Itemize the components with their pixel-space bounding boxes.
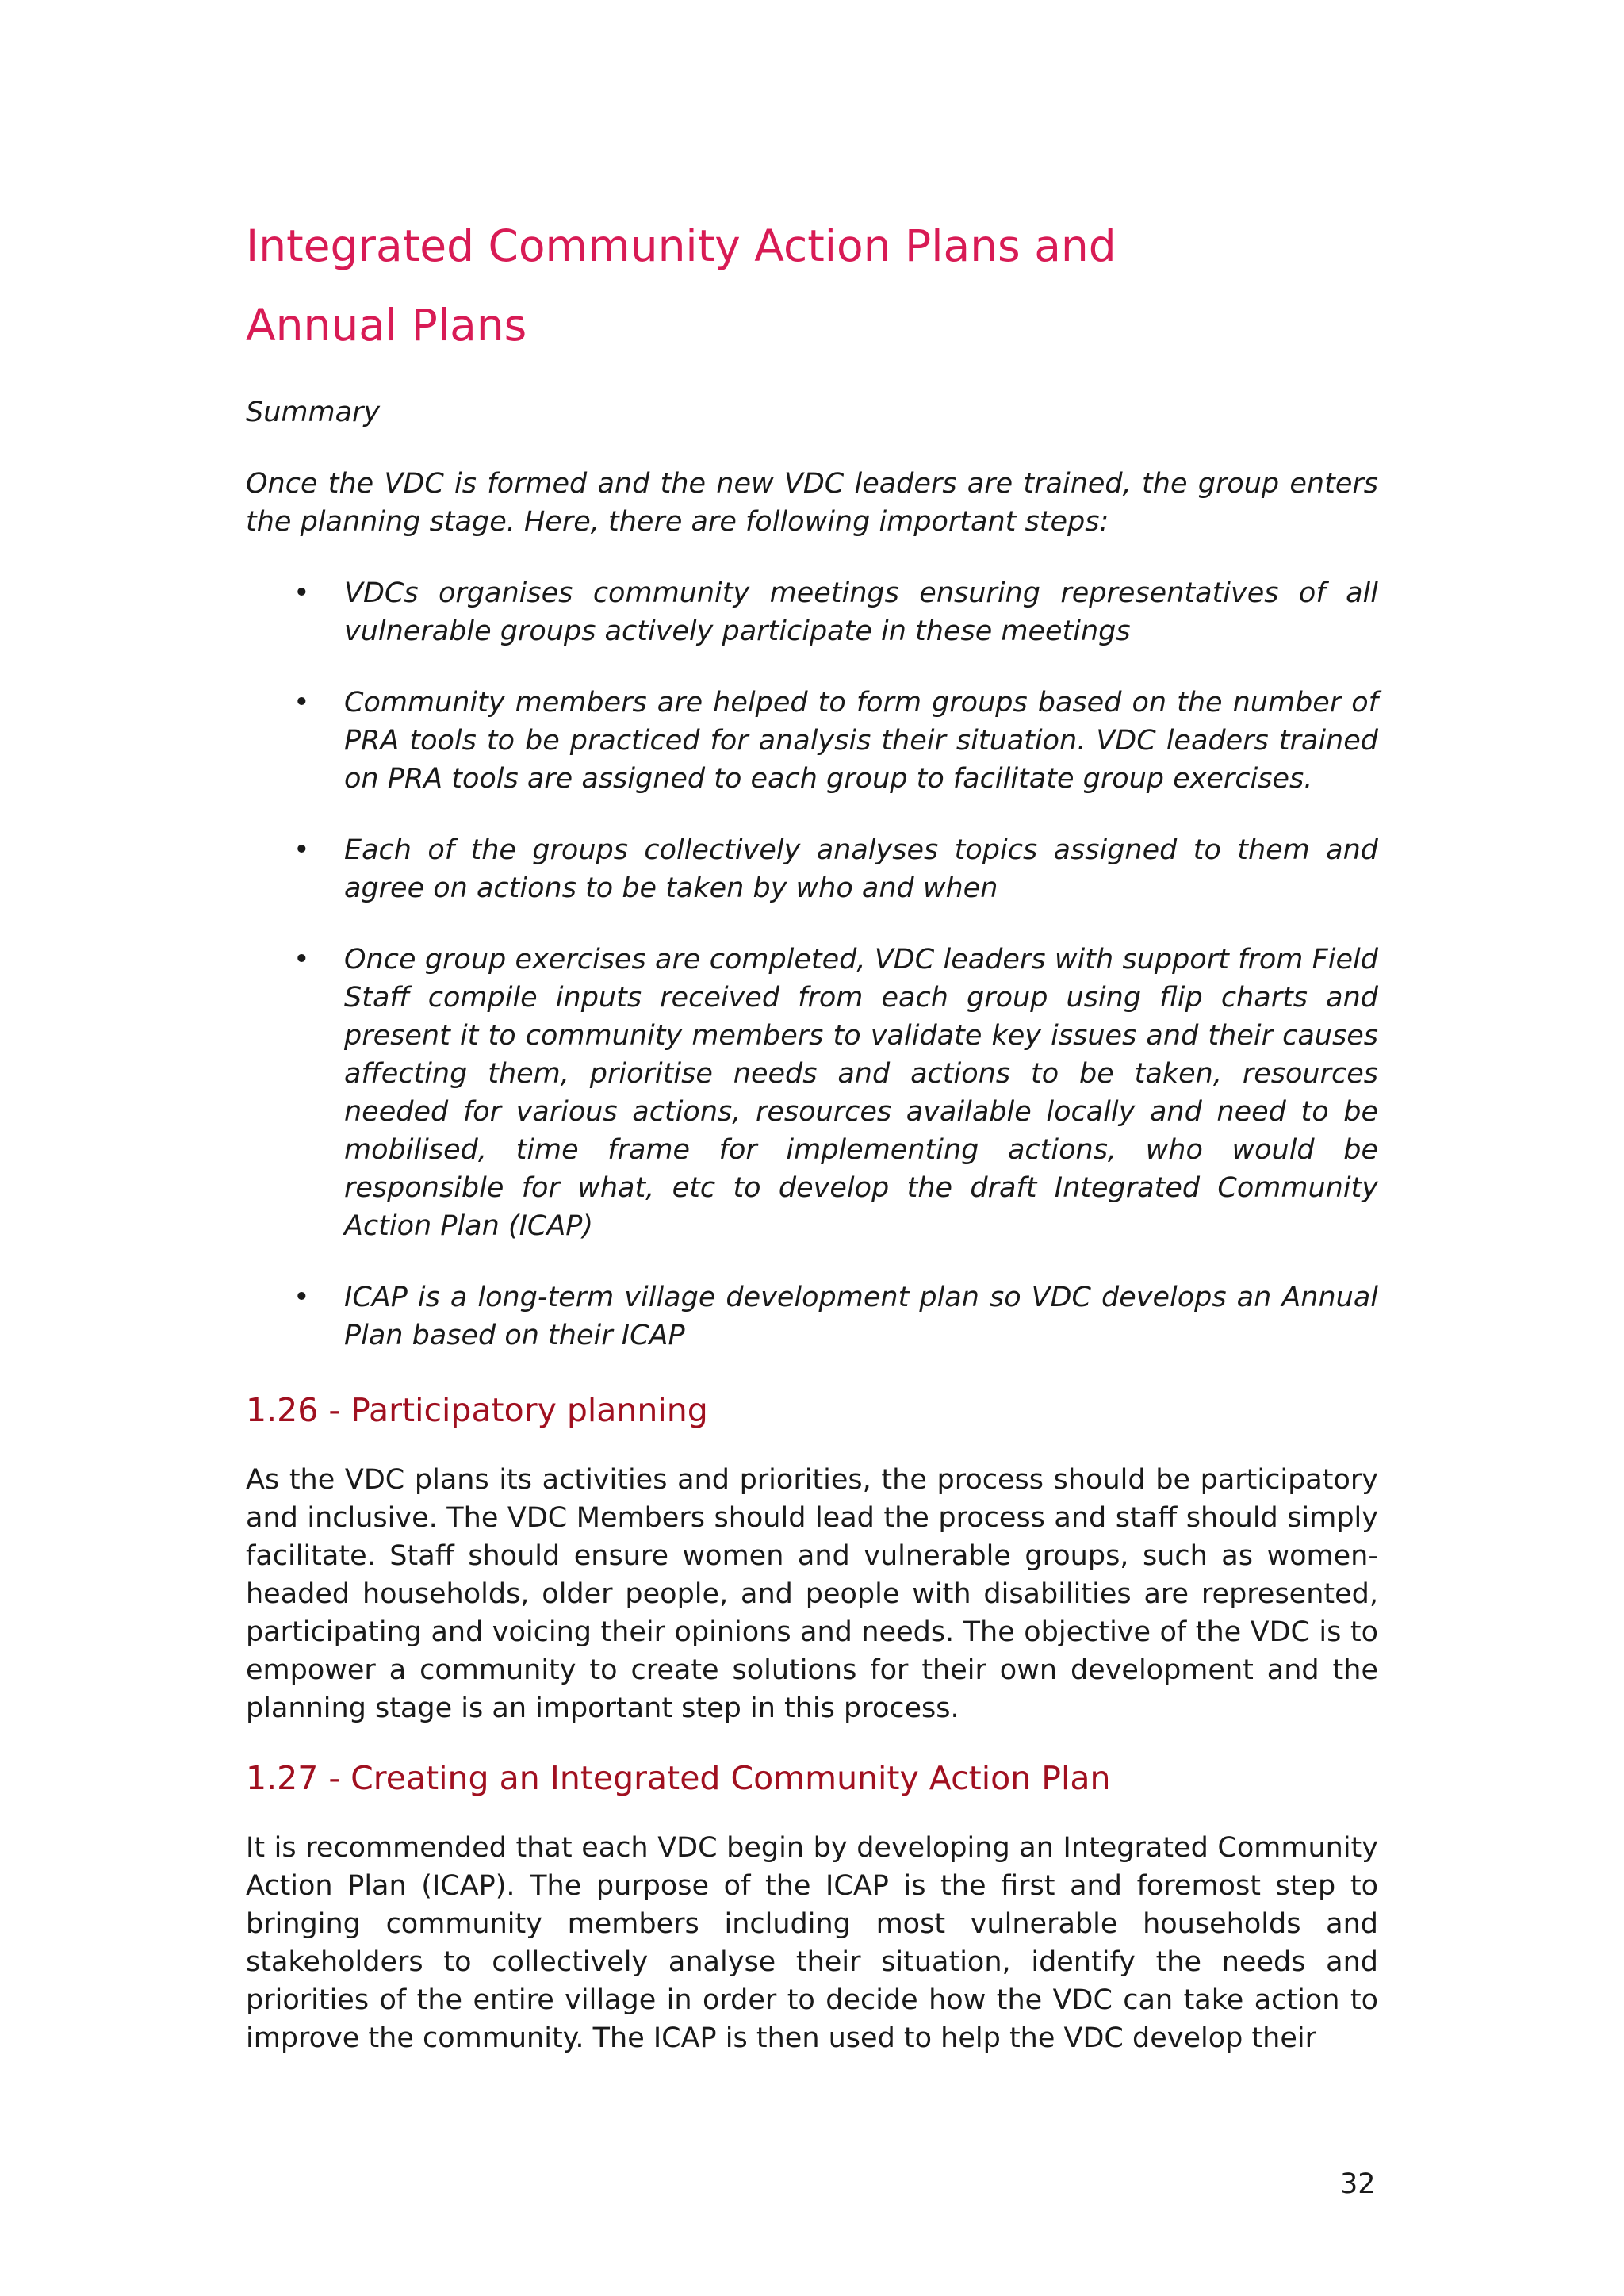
page-title-line-2: Annual Plans [246,300,527,351]
list-item [246,831,1378,907]
summary-steps-list [246,574,1378,1355]
bullet-icon: • [293,834,310,866]
document-page [246,206,1378,2057]
bullet-icon: • [293,1282,310,1313]
summary-intro: Once the VDC is formed and the new VDC leaders are trained, the group enters the planning stage. Here, there are following important steps: [246,468,1378,538]
list-item-text: ICAP is a long-term village development plan so VDC develops an Annual Plan based on their ICAP [344,1282,1378,1351]
list-item-text: Each of the groups collectively analyses topics assigned to them and agree on actions to be taken by who and when [344,834,1378,904]
page-title-line-1: Integrated Community Action Plans and [246,220,1116,271]
bullet-icon: • [293,687,310,719]
list-item [246,574,1378,650]
list-item [246,684,1378,798]
list-item-text: VDCs organises community meetings ensuring representatives of all vulnerable groups actively participate in these meetings [344,577,1378,647]
list-item-text: Once group exercises are completed, VDC leaders with support from Field Staff compile inputs received from each group using flip charts and present it to community members to validate key issues and their causes affecting them, prioritise needs and actions to be taken, resources needed for various actions, resources available locally and need to be mobilised, time frame for implementing actions, who would be responsible for what, etc to develop the draft Integrated Community Action Plan (ICAP) [344,944,1378,1242]
list-item-text: Community members are helped to form groups based on the number of PRA tools to be practiced for analysis their situation. VDC leaders trained on PRA tools are assigned to each group to facilitate group exercises. [344,687,1378,795]
section-body-creating-icap: It is recommended that each VDC begin by developing an Integrated Community Action Plan (ICAP). The purpose of the ICAP is the first and foremost step to bringing community members including most vulnerable households and stakeholders to collectively analyse their situation, identify the needs and priorities of the entire village in order to decide how the VDC can take action to improve the community. The ICAP is then used to help the VDC develop their [246,1832,1378,2054]
section-heading-creating-icap: 1.27 - Creating an Integrated Community Action Plan [246,1759,1111,1797]
list-item [246,1278,1378,1355]
page-title [246,206,1378,365]
list-item [246,941,1378,1245]
section-heading-participatory-planning: 1.26 - Participatory planning [246,1391,708,1429]
summary-label: Summary [246,397,381,428]
section-body-participatory-planning: As the VDC plans its activities and priorities, the process should be participatory and inclusive. The VDC Members should lead the process and staff should simply facilitate. Staff should ensure women and vulnerable groups, such as women-headed households, older people, and people with disabilities are represented, participating and voicing their opinions and needs. The objective of the VDC is to empower a community to create solutions for their own development and the planning stage is an important step in this process. [246,1464,1378,1724]
bullet-icon: • [293,944,310,976]
bullet-icon: • [293,577,310,609]
page-number: 32 [1340,2168,1376,2200]
